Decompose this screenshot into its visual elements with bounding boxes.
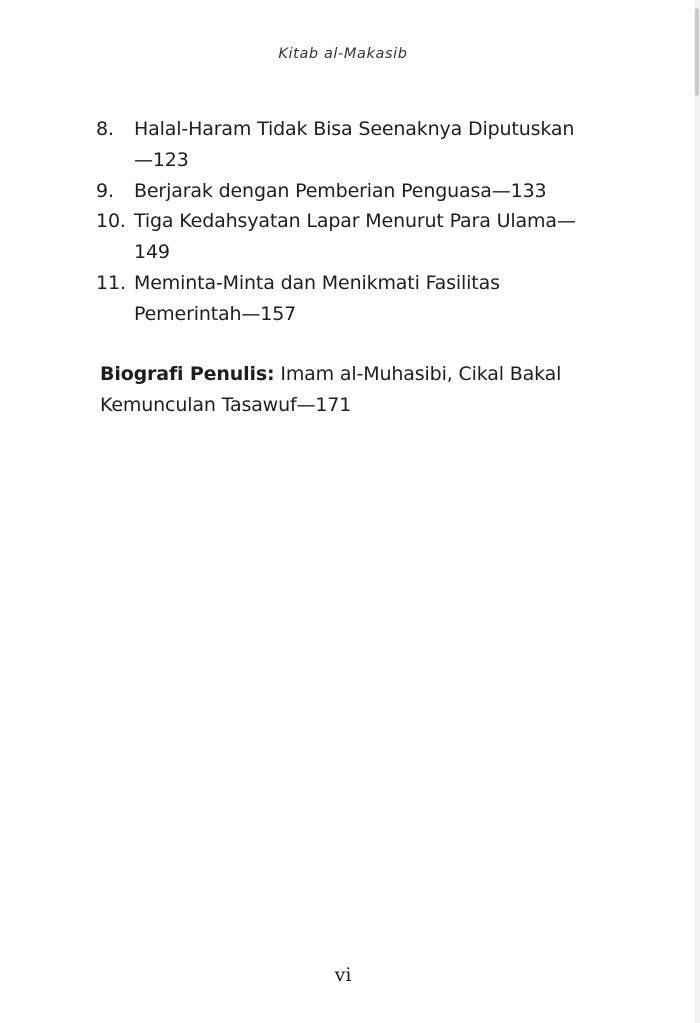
toc-entry-9[interactable] [96,176,576,207]
toc-entry-8[interactable] [96,114,576,176]
scrollbar-thumb[interactable] [695,8,699,96]
toc-entry-10[interactable] [96,206,576,268]
scrollbar-track[interactable] [694,0,700,1023]
page-number: vi [334,964,352,986]
biography-entry[interactable] [100,359,570,421]
table-of-contents [96,114,576,330]
toc-entry-number: 8. [96,118,114,140]
toc-entry-title: Tiga Kedahsyatan Lapar Menurut Para Ulama—149 [134,210,576,264]
toc-entry-number: 11. [96,271,126,294]
biography-label: Biografi Penulis: [100,363,275,385]
toc-entry-number: 10. [96,210,126,233]
toc-entry-title: Halal-Haram Tidak Bisa Seenaknya Diputuskan—123 [134,118,575,171]
toc-entry-title: Meminta-Minta dan Menikmati Fasilitas Pemerintah—157 [134,271,500,325]
biography-text: Imam al-Muhasibi, Cikal Bakal Kemunculan Tasawuf—171 [100,363,562,416]
toc-entry-11[interactable] [96,268,576,330]
running-header: Kitab al-Makasib [278,46,408,62]
toc-entry-number: 9. [96,179,114,202]
toc-entry-title: Berjarak dengan Pemberian Penguasa—133 [134,179,547,202]
